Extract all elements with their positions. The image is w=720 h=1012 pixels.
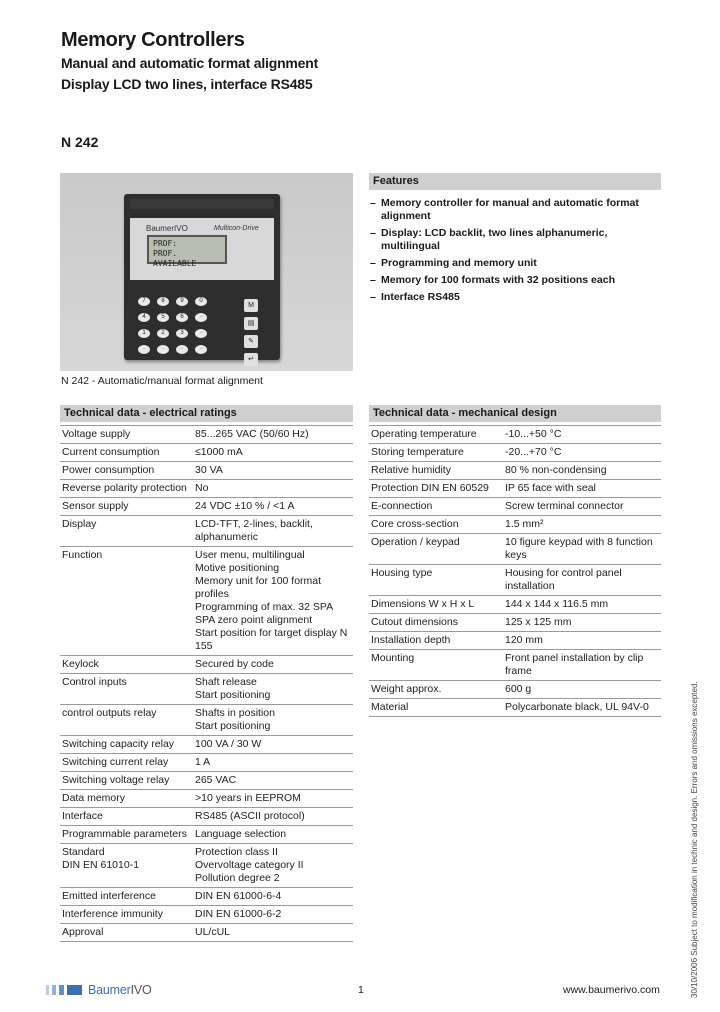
- features-list: [370, 197, 662, 308]
- table-row: [60, 480, 353, 498]
- row-key: Mounting: [369, 650, 502, 681]
- row-key: Operation / keypad: [369, 534, 502, 565]
- table-row: [60, 826, 353, 844]
- row-key: Operating temperature: [369, 426, 502, 444]
- electrical-ratings-header: Technical data - electrical ratings: [60, 405, 353, 422]
- row-key: Relative humidity: [369, 462, 502, 480]
- row-value: 1 A: [192, 754, 353, 772]
- table-row: [60, 462, 353, 480]
- subtitle-secondary: Display LCD two lines, interface RS485: [61, 76, 313, 92]
- table-row: [60, 888, 353, 906]
- table-row: [60, 426, 353, 444]
- table-row: [60, 705, 353, 736]
- row-key: Current consumption: [60, 444, 192, 462]
- row-key: Core cross-section: [369, 516, 502, 534]
- row-value: RS485 (ASCII protocol): [192, 808, 353, 826]
- table-row: [369, 426, 661, 444]
- product-photo: [60, 173, 353, 371]
- table-row: [369, 699, 661, 717]
- row-value: -10...+50 °C: [502, 426, 661, 444]
- table-row: [60, 808, 353, 826]
- row-value: ≤1000 mA: [192, 444, 353, 462]
- table-row: [369, 596, 661, 614]
- footer-website[interactable]: www.baumerivo.com: [563, 984, 660, 996]
- keypad-key-2: 2: [157, 329, 169, 338]
- keypad-key-6: 6: [176, 313, 188, 322]
- row-value: Shafts in position Start positioning: [192, 705, 353, 736]
- table-row: [369, 614, 661, 632]
- feature-item: – Memory for 100 formats with 32 positions each: [370, 274, 662, 287]
- row-key: Housing type: [369, 565, 502, 596]
- features-header: Features: [369, 173, 661, 190]
- table-row: [60, 772, 353, 790]
- row-value: 144 x 144 x 116.5 mm: [502, 596, 661, 614]
- keypad-key-9: 9: [176, 297, 188, 306]
- function-key-enter-icon: ↵: [244, 353, 258, 366]
- table-row: [60, 516, 353, 547]
- keypad-key-1: 1: [138, 329, 150, 338]
- row-value: 600 g: [502, 681, 661, 699]
- table-row: [369, 444, 661, 462]
- row-key: Keylock: [60, 656, 192, 674]
- function-key-edit-icon: ✎: [244, 335, 258, 348]
- mechanical-design-table: [369, 425, 661, 717]
- table-row: [60, 674, 353, 705]
- row-value: No: [192, 480, 353, 498]
- row-key: Programmable parameters: [60, 826, 192, 844]
- table-row: [369, 534, 661, 565]
- row-key: Emitted interference: [60, 888, 192, 906]
- row-value: 10 figure keypad with 8 function keys: [502, 534, 661, 565]
- lcd-line-2: PROF. AVAILABLE: [153, 249, 197, 268]
- row-key: Display: [60, 516, 192, 547]
- keypad-key-7: 7: [138, 297, 150, 306]
- row-value: Protection class II Overvoltage category II Pollution degree 2: [192, 844, 353, 888]
- table-row: [369, 498, 661, 516]
- row-value: Language selection: [192, 826, 353, 844]
- subtitle-primary: Manual and automatic format alignment: [61, 55, 319, 71]
- electrical-ratings-table: [60, 425, 353, 942]
- feature-item: – Programming and memory unit: [370, 257, 662, 270]
- row-value: Front panel installation by clip frame: [502, 650, 661, 681]
- table-row: [369, 480, 661, 498]
- row-key: Standard DIN EN 61010-1: [60, 844, 192, 888]
- row-key: Interface: [60, 808, 192, 826]
- row-key: Reverse polarity protection: [60, 480, 192, 498]
- table-row: [369, 681, 661, 699]
- row-key: Switching capacity relay: [60, 736, 192, 754]
- row-value: Housing for control panel installation: [502, 565, 661, 596]
- row-key: Voltage supply: [60, 426, 192, 444]
- row-value: 265 VAC: [192, 772, 353, 790]
- row-key: Material: [369, 699, 502, 717]
- row-value: User menu, multilingual Motive positioning Memory unit for 100 format profiles Programming of max. 32 SPA SPA zero point alignment Start position for target display N 155: [192, 547, 353, 656]
- function-key-menu-icon: M: [244, 299, 258, 312]
- row-value: 100 VA / 30 W: [192, 736, 353, 754]
- keypad-key-f6: ·: [195, 345, 207, 354]
- page-number: 1: [358, 984, 364, 996]
- table-row: [60, 754, 353, 772]
- row-value: DIN EN 61000-6-4: [192, 888, 353, 906]
- feature-item: – Memory controller for manual and automatic format alignment: [370, 197, 662, 223]
- device-lcd-display: [147, 235, 227, 268]
- row-value: 30 VA: [192, 462, 353, 480]
- row-key: Switching current relay: [60, 754, 192, 772]
- row-value: 24 VDC ±10 % / <1 A: [192, 498, 353, 516]
- row-value: IP 65 face with seal: [502, 480, 661, 498]
- keypad-key-8: 8: [157, 297, 169, 306]
- keypad-key-0: 0: [195, 297, 207, 306]
- row-key: Power consumption: [60, 462, 192, 480]
- feature-item: – Interface RS485: [370, 291, 662, 304]
- table-row: [369, 516, 661, 534]
- row-key: control outputs relay: [60, 705, 192, 736]
- keypad-key-5: 5: [157, 313, 169, 322]
- table-row: [60, 924, 353, 942]
- row-key: Switching voltage relay: [60, 772, 192, 790]
- keypad-key-3: 3: [176, 329, 188, 338]
- row-key: Interference immunity: [60, 906, 192, 924]
- table-row: [60, 498, 353, 516]
- keypad-key-f5: ·: [176, 345, 188, 354]
- row-key: Function: [60, 547, 192, 656]
- keypad-key-4: 4: [138, 313, 150, 322]
- keypad-key-f2: ·: [195, 329, 207, 338]
- row-key: Protection DIN EN 60529: [369, 480, 502, 498]
- table-row: [60, 790, 353, 808]
- row-value: 1.5 mm²: [502, 516, 661, 534]
- keypad-key-f1: ·: [195, 313, 207, 322]
- row-key: Cutout dimensions: [369, 614, 502, 632]
- table-row: [60, 444, 353, 462]
- row-key: Approval: [60, 924, 192, 942]
- row-key: Dimensions W x H x L: [369, 596, 502, 614]
- device-illustration: [124, 194, 280, 363]
- table-row: [369, 462, 661, 480]
- side-disclaimer: 30/10/2006 Subject to modification in technic and design. Errors and omissions excepted.: [690, 681, 699, 998]
- brand-name-a: Baumer: [88, 983, 131, 997]
- model-number: N 242: [61, 134, 99, 150]
- table-row: [60, 906, 353, 924]
- footer-brand-logo: [88, 983, 152, 997]
- row-value: Polycarbonate black, UL 94V-0: [502, 699, 661, 717]
- table-row: [369, 565, 661, 596]
- row-value: Secured by code: [192, 656, 353, 674]
- photo-caption: N 242 - Automatic/manual format alignment: [61, 375, 263, 387]
- mechanical-design-header: Technical data - mechanical design: [369, 405, 661, 422]
- function-key-save-icon: ▤: [244, 317, 258, 330]
- row-value: 80 % non-condensing: [502, 462, 661, 480]
- keypad-key-f3: ·: [138, 345, 150, 354]
- table-row: [369, 632, 661, 650]
- row-value: 125 x 125 mm: [502, 614, 661, 632]
- row-key: Installation depth: [369, 632, 502, 650]
- feature-item: – Display: LCD backlit, two lines alphanumeric, multilingual: [370, 227, 662, 253]
- row-key: Storing temperature: [369, 444, 502, 462]
- device-brand-label: BaumerIVO: [146, 224, 188, 233]
- brand-name-b: IVO: [130, 983, 152, 997]
- brand-stripes-icon: [42, 985, 82, 995]
- row-value: 85...265 VAC (50/60 Hz): [192, 426, 353, 444]
- row-value: UL/cUL: [192, 924, 353, 942]
- lcd-line-1: PROF:: [153, 239, 178, 248]
- row-key: Sensor supply: [60, 498, 192, 516]
- table-row: [60, 736, 353, 754]
- table-row: [60, 547, 353, 656]
- row-key: Control inputs: [60, 674, 192, 705]
- row-value: LCD-TFT, 2-lines, backlit, alphanumeric: [192, 516, 353, 547]
- row-value: DIN EN 61000-6-2: [192, 906, 353, 924]
- table-row: [60, 844, 353, 888]
- row-key: E-connection: [369, 498, 502, 516]
- table-row: [60, 656, 353, 674]
- row-value: Screw terminal connector: [502, 498, 661, 516]
- row-value: -20...+70 °C: [502, 444, 661, 462]
- row-value: >10 years in EEPROM: [192, 790, 353, 808]
- page-title: Memory Controllers: [61, 29, 245, 51]
- row-key: Data memory: [60, 790, 192, 808]
- row-value: Shaft release Start positioning: [192, 674, 353, 705]
- device-top-bezel: [130, 199, 274, 209]
- table-row: [369, 650, 661, 681]
- row-key: Weight approx.: [369, 681, 502, 699]
- row-value: 120 mm: [502, 632, 661, 650]
- device-product-label: Multicon-Drive: [214, 225, 259, 232]
- keypad-key-f4: ·: [157, 345, 169, 354]
